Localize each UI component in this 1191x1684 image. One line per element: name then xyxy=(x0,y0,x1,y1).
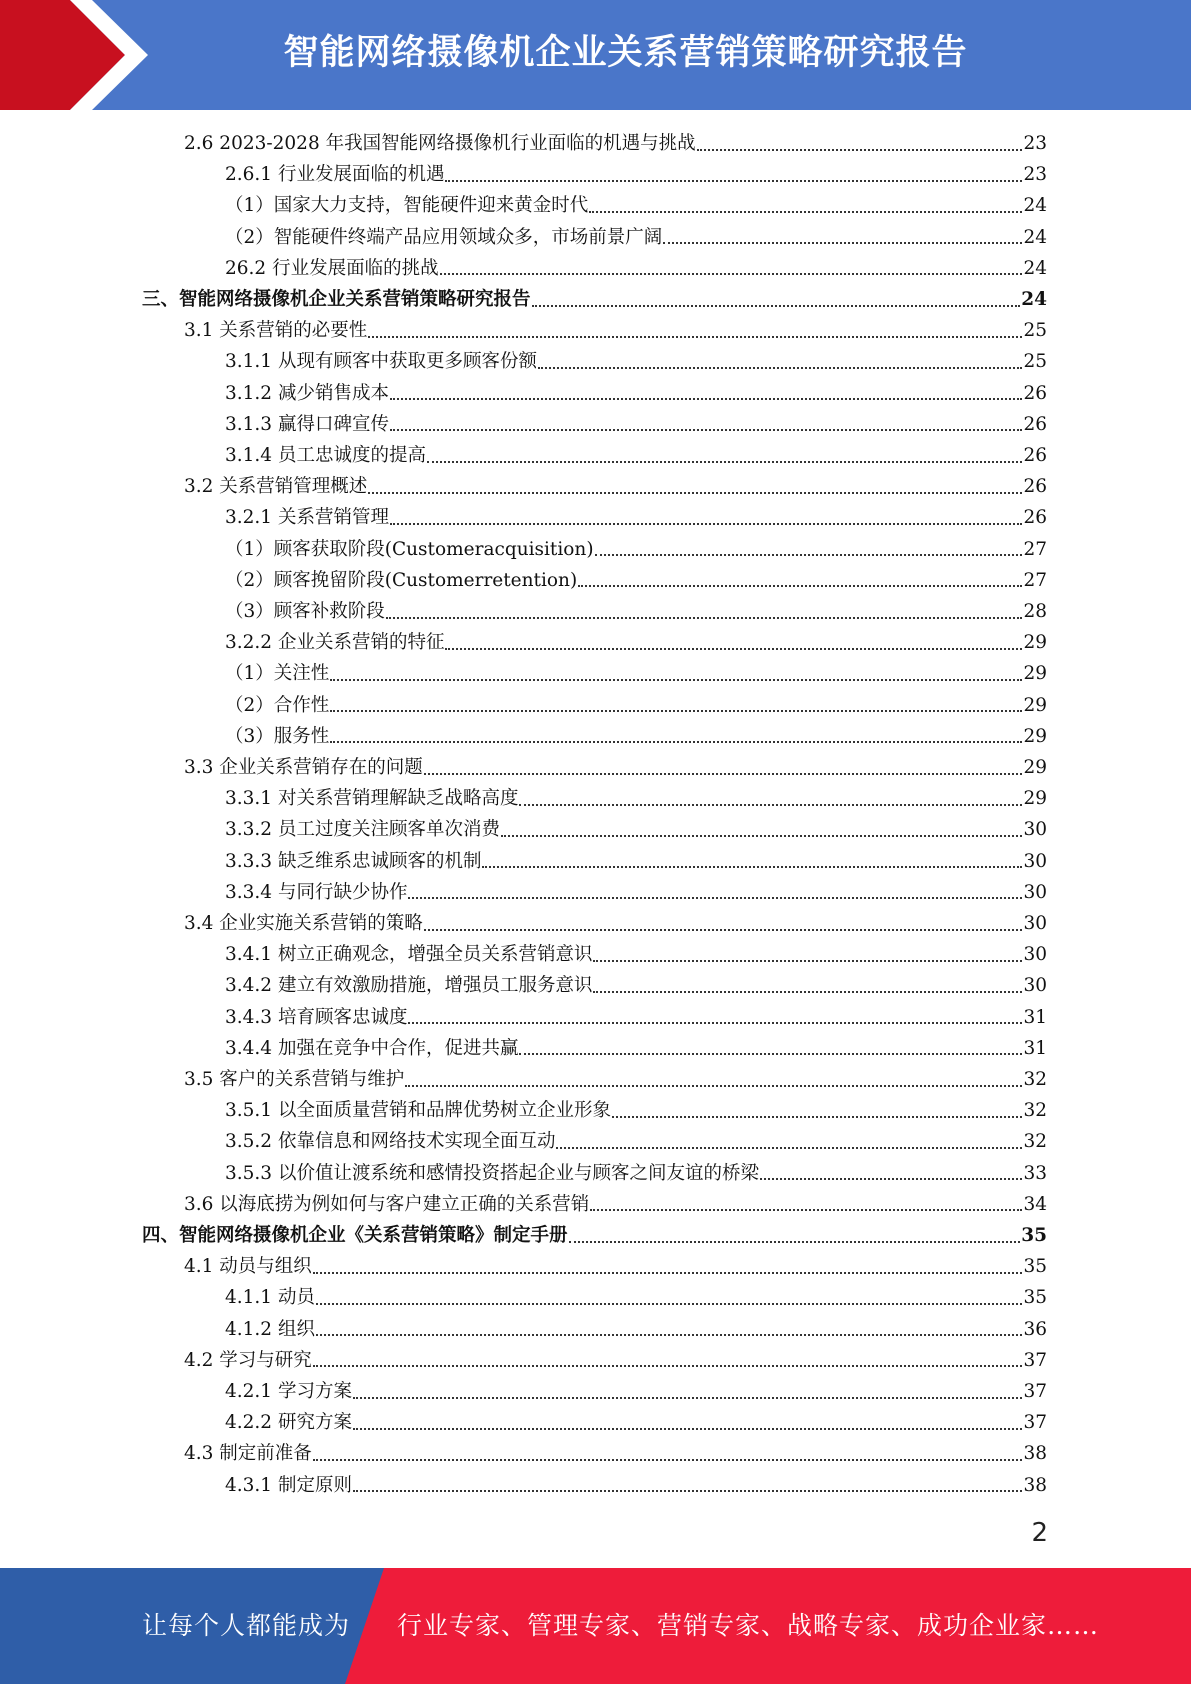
toc-entry-title: 2.6 2023-2028 年我国智能网络摄像机行业面临的机遇与挑战 xyxy=(184,133,696,154)
toc-entry-page: 24 xyxy=(1021,289,1047,310)
toc-entry-page: 37 xyxy=(1023,1412,1047,1434)
toc-entry-page: 29 xyxy=(1023,788,1047,810)
toc-entry-title: 4.2.1 学习方案 xyxy=(225,1381,352,1402)
toc-entry-page: 23 xyxy=(1023,133,1047,154)
toc-entry-page: 30 xyxy=(1023,975,1047,997)
toc-entry[interactable] xyxy=(225,1095,1047,1126)
toc-entry-title: 3.3.2 员工过度关注顾客单次消费 xyxy=(225,819,500,841)
toc-dot-leader xyxy=(556,1147,1022,1149)
toc-entry-title: 4.1.2 组织 xyxy=(225,1318,315,1340)
toc-entry-title: 3.5.3 以价值让渡系统和感情投资搭起企业与顾客之间友谊的桥梁 xyxy=(225,1162,759,1184)
toc-entry-page: 32 xyxy=(1023,1131,1047,1153)
toc-dot-leader xyxy=(424,773,1023,775)
toc-entry-title: （2）合作性 xyxy=(225,694,330,716)
toc-entry-page: 29 xyxy=(1023,757,1047,778)
toc-entry-page: 29 xyxy=(1023,725,1047,747)
toc-entry[interactable] xyxy=(225,1376,1047,1407)
toc-entry[interactable] xyxy=(184,1064,1047,1095)
toc-entry-title: 3.3.1 对关系营销理解缺乏战略高度 xyxy=(225,788,519,810)
toc-dot-leader xyxy=(445,180,1022,182)
toc-dot-leader xyxy=(427,461,1022,463)
toc-entry[interactable] xyxy=(225,1282,1047,1313)
toc-entry[interactable] xyxy=(225,846,1047,877)
toc-entry-page: 32 xyxy=(1023,1069,1047,1090)
toc-dot-leader xyxy=(390,398,1022,400)
toc-dot-leader xyxy=(445,648,1022,650)
header-title: 智能网络摄像机企业关系营销策略研究报告 xyxy=(283,33,968,73)
toc-entry[interactable] xyxy=(225,690,1047,721)
toc-entry-page: 27 xyxy=(1023,569,1047,591)
toc-entry-title: 3.4.2 建立有效激励措施，增强员工服务意识 xyxy=(225,975,593,997)
toc-entry[interactable] xyxy=(184,315,1047,346)
toc-entry-page: 30 xyxy=(1023,850,1047,872)
toc-entry[interactable] xyxy=(225,1002,1047,1033)
toc-dot-leader xyxy=(593,991,1022,993)
toc-entry-title: 三、智能网络摄像机企业关系营销策略研究报告 xyxy=(142,289,531,310)
toc-entry[interactable] xyxy=(225,190,1047,221)
toc-entry-page: 24 xyxy=(1023,195,1047,217)
toc-dot-leader xyxy=(316,1303,1023,1305)
toc-dot-leader xyxy=(519,1053,1022,1055)
toc-entry[interactable] xyxy=(225,721,1047,752)
toc-entry-title: 3.5.1 以全面质量营销和品牌优势树立企业形象 xyxy=(225,1100,611,1122)
toc-entry[interactable] xyxy=(225,1470,1047,1501)
toc-entry-title: （1）国家大力支持，智能硬件迎来黄金时代 xyxy=(225,195,589,217)
toc-dot-leader xyxy=(386,617,1023,619)
footer-slogan-right: 行业专家、管理专家、营销专家、战略专家、成功企业家…… xyxy=(397,1611,1100,1640)
toc-dot-leader xyxy=(595,554,1023,556)
toc-entry-page: 30 xyxy=(1023,819,1047,841)
toc-dot-leader xyxy=(330,710,1022,712)
toc-dot-leader xyxy=(330,679,1022,681)
toc-entry[interactable] xyxy=(184,752,1047,783)
toc-entry-page: 29 xyxy=(1023,632,1047,654)
toc-dot-leader xyxy=(316,1334,1023,1336)
toc-entry[interactable] xyxy=(184,128,1047,159)
toc-entry-page: 37 xyxy=(1023,1381,1047,1402)
toc-dot-leader xyxy=(501,835,1022,837)
toc-entry-title: 3.5.2 依靠信息和网络技术实现全面互动 xyxy=(225,1131,556,1153)
toc-entry-title: 3.1.3 赢得口碑宣传 xyxy=(225,413,389,435)
toc-dot-leader xyxy=(353,1428,1023,1430)
toc-entry-page: 25 xyxy=(1023,351,1047,373)
toc-entry-title: 四、智能网络摄像机企业《关系营销策略》制定手册 xyxy=(142,1225,568,1246)
toc-entry-page: 32 xyxy=(1023,1100,1047,1122)
toc-entry[interactable] xyxy=(225,502,1047,533)
toc-entry-page: 38 xyxy=(1023,1443,1047,1465)
toc-entry-page: 26 xyxy=(1023,445,1047,466)
toc-entry[interactable] xyxy=(225,159,1047,190)
toc-entry[interactable] xyxy=(225,814,1047,845)
toc-entry-title: 3.4 企业实施关系营销的策略 xyxy=(184,913,423,934)
toc-entry-title: 26.2 行业发展面临的挑战 xyxy=(225,257,439,279)
toc-dot-leader xyxy=(368,492,1022,494)
page-footer xyxy=(0,1568,1191,1684)
toc-entry-page: 34 xyxy=(1023,1193,1047,1215)
toc-entry-title: （3）顾客补救阶段 xyxy=(225,601,385,622)
toc-entry[interactable] xyxy=(225,939,1047,970)
footer-slogan-left: 让每个人都能成为 xyxy=(142,1611,351,1640)
toc-dot-leader xyxy=(589,211,1022,213)
toc-entry[interactable] xyxy=(225,1033,1047,1064)
header-arrow-decoration xyxy=(0,0,200,110)
toc-entry-page: 30 xyxy=(1023,913,1047,934)
page-header xyxy=(0,0,1191,110)
toc-dot-leader xyxy=(482,866,1022,868)
toc-dot-leader xyxy=(353,1397,1023,1399)
toc-entry[interactable] xyxy=(225,1314,1047,1345)
toc-entry-title: 3.6 以海底捞为例如何与客户建立正确的关系营销 xyxy=(184,1193,590,1215)
toc-dot-leader xyxy=(590,1209,1022,1211)
toc-entry-title: 3.3.3 缺乏维系忠诚顾客的机制 xyxy=(225,850,482,872)
toc-dot-leader xyxy=(519,804,1022,806)
toc-dot-leader xyxy=(440,273,1023,275)
toc-entry-title: 3.2 关系营销管理概述 xyxy=(184,476,368,498)
toc-dot-leader xyxy=(313,1459,1023,1461)
toc-entry-title: 3.2.2 企业关系营销的特征 xyxy=(225,632,445,654)
toc-entry[interactable] xyxy=(225,378,1047,409)
toc-dot-leader xyxy=(313,1272,1023,1274)
toc-dot-leader xyxy=(330,741,1022,743)
toc-entry-title: 3.1.4 员工忠诚度的提高 xyxy=(225,445,426,466)
page-number: 2 xyxy=(1031,1518,1048,1548)
toc-dot-leader xyxy=(313,1365,1023,1367)
toc-entry[interactable] xyxy=(184,908,1047,939)
toc-entry-title: 3.3 企业关系营销存在的问题 xyxy=(184,757,423,778)
toc-entry[interactable] xyxy=(225,534,1047,565)
toc-dot-leader xyxy=(424,929,1023,931)
toc-entry[interactable] xyxy=(225,346,1047,377)
toc-entry[interactable] xyxy=(184,1345,1047,1376)
toc-entry[interactable] xyxy=(225,627,1047,658)
toc-entry-title: 2.6.1 行业发展面临的机遇 xyxy=(225,164,445,186)
toc-entry[interactable] xyxy=(184,1438,1047,1469)
toc-entry-title: 4.2.2 研究方案 xyxy=(225,1412,352,1434)
toc-entry[interactable] xyxy=(225,409,1047,440)
toc-entry-page: 29 xyxy=(1023,694,1047,716)
toc-entry[interactable] xyxy=(184,1189,1047,1220)
toc-dot-leader xyxy=(593,960,1022,962)
toc-dot-leader xyxy=(569,1241,1021,1243)
toc-entry[interactable] xyxy=(225,440,1047,471)
toc-entry[interactable] xyxy=(225,658,1047,689)
toc-entry-page: 30 xyxy=(1023,881,1047,903)
toc-dot-leader xyxy=(390,523,1022,525)
toc-entry-title: 3.3.4 与同行缺少协作 xyxy=(225,881,408,903)
toc-entry-title: 3.4.1 树立正确观念，增强全员关系营销意识 xyxy=(225,944,593,966)
toc-entry[interactable] xyxy=(184,1251,1047,1282)
toc-entry-title: 3.1.2 减少销售成本 xyxy=(225,382,389,404)
toc-entry[interactable] xyxy=(225,970,1047,1001)
toc-entry-title: （1）顾客获取阶段(Customeracquisition) xyxy=(225,538,594,560)
toc-entry-page: 24 xyxy=(1023,257,1047,279)
toc-entry-page: 25 xyxy=(1023,320,1047,342)
toc-entry-page: 28 xyxy=(1023,601,1047,622)
toc-entry-title: （2）顾客挽留阶段(Customerretention) xyxy=(225,569,578,591)
toc-dot-leader xyxy=(353,1490,1023,1492)
toc-entry-page: 26 xyxy=(1023,476,1047,498)
toc-dot-leader xyxy=(405,1085,1022,1087)
toc-dot-leader xyxy=(760,1178,1022,1180)
toc-entry-page: 36 xyxy=(1023,1318,1047,1340)
toc-dot-leader xyxy=(368,336,1022,338)
toc-entry-title: 4.3.1 制定原则 xyxy=(225,1474,352,1496)
toc-entry-page: 35 xyxy=(1021,1225,1047,1246)
toc-entry-title: 3.5 客户的关系营销与维护 xyxy=(184,1069,405,1090)
toc-entry-page: 27 xyxy=(1023,538,1047,560)
toc-entry-title: 4.2 学习与研究 xyxy=(184,1349,312,1371)
toc-entry-title: 4.1.1 动员 xyxy=(225,1287,315,1309)
toc-entry[interactable] xyxy=(142,284,1047,315)
toc-entry[interactable] xyxy=(142,1220,1047,1251)
toc-entry-page: 37 xyxy=(1023,1349,1047,1371)
toc-entry-page: 38 xyxy=(1023,1474,1047,1496)
toc-dot-leader xyxy=(697,149,1023,151)
toc-entry-page: 35 xyxy=(1023,1287,1047,1309)
toc-entry[interactable] xyxy=(225,877,1047,908)
toc-dot-leader xyxy=(390,429,1022,431)
toc-entry-page: 26 xyxy=(1023,413,1047,435)
toc-entry-title: 3.1.1 从现有顾客中获取更多顾客份额 xyxy=(225,351,537,373)
toc-dot-leader xyxy=(408,1022,1022,1024)
toc-dot-leader xyxy=(663,242,1022,244)
toc-entry[interactable] xyxy=(225,783,1047,814)
toc-dot-leader xyxy=(578,585,1022,587)
toc-entry-page: 23 xyxy=(1023,164,1047,186)
toc-entry[interactable] xyxy=(225,596,1047,627)
toc-entry-page: 26 xyxy=(1023,507,1047,529)
toc-entry-title: 3.2.1 关系营销管理 xyxy=(225,507,389,529)
toc-entry-title: （1）关注性 xyxy=(225,663,330,685)
toc-entry-title: 3.4.4 加强在竞争中合作，促进共赢 xyxy=(225,1037,519,1059)
toc-entry-title: 4.1 动员与组织 xyxy=(184,1256,312,1278)
toc-entry-title: 4.3 制定前准备 xyxy=(184,1443,312,1465)
toc-entry[interactable] xyxy=(225,1407,1047,1438)
toc-dot-leader xyxy=(538,367,1022,369)
toc-entry-page: 30 xyxy=(1023,944,1047,966)
toc-entry[interactable] xyxy=(225,222,1047,253)
toc-entry[interactable] xyxy=(225,1158,1047,1189)
toc-entry-title: 3.1 关系营销的必要性 xyxy=(184,320,368,342)
toc-entry-title: 3.4.3 培育顾客忠诚度 xyxy=(225,1006,408,1028)
toc-entry-page: 24 xyxy=(1023,226,1047,248)
toc-entry-page: 35 xyxy=(1023,1256,1047,1278)
toc-entry-page: 31 xyxy=(1023,1037,1047,1059)
toc-entry-page: 29 xyxy=(1023,663,1047,685)
toc-entry-page: 26 xyxy=(1023,382,1047,404)
toc-entry-page: 33 xyxy=(1023,1162,1047,1184)
toc-entry-title: （3）服务性 xyxy=(225,725,330,747)
toc-entry-title: （2）智能硬件终端产品应用领域众多，市场前景广阔 xyxy=(225,226,663,248)
toc-dot-leader xyxy=(408,897,1022,899)
toc-dot-leader xyxy=(612,1116,1022,1118)
toc-entry[interactable] xyxy=(225,565,1047,596)
toc-dot-leader xyxy=(532,305,1021,307)
toc-entry[interactable] xyxy=(225,1126,1047,1157)
toc-entry-page: 31 xyxy=(1023,1006,1047,1028)
toc-entry[interactable] xyxy=(225,253,1047,284)
toc-entry[interactable] xyxy=(184,471,1047,502)
